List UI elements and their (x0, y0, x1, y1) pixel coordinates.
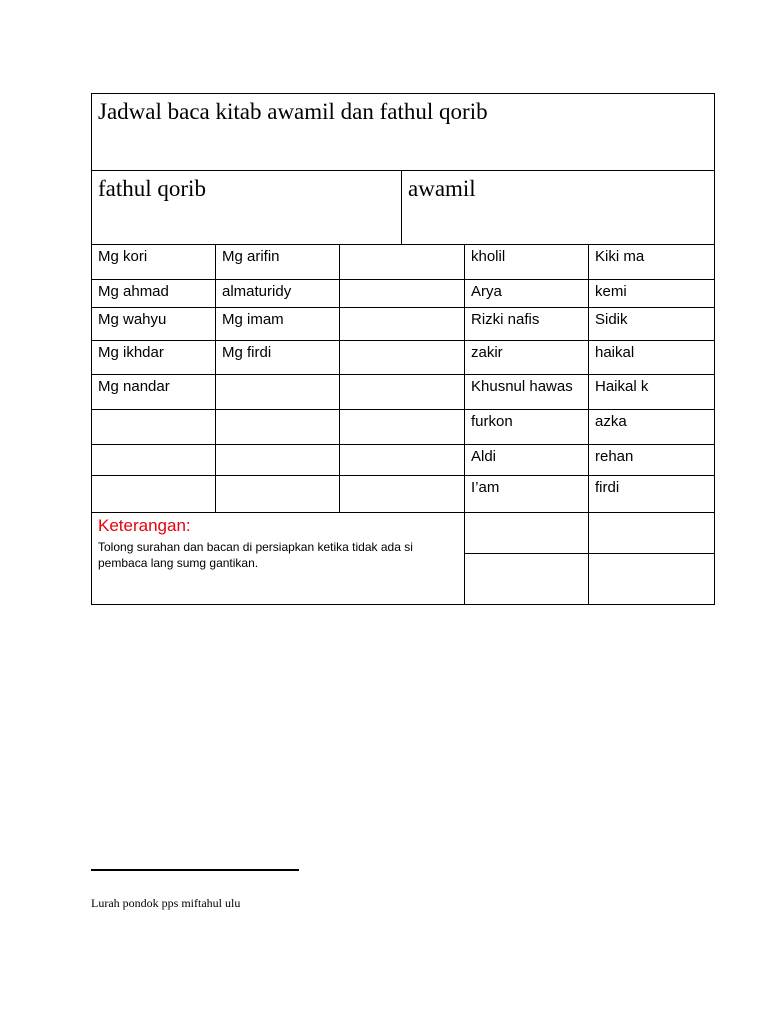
cell-text: kholil (471, 248, 506, 265)
table-cell (465, 554, 589, 604)
note-title: Keterangan: (98, 516, 191, 535)
table-cell (92, 410, 216, 444)
table-cell (92, 375, 216, 409)
table-cell (589, 308, 714, 340)
table-cell (589, 512, 714, 553)
cell-text: almaturidy (222, 283, 292, 300)
table-cell (465, 280, 589, 307)
table-cell (340, 445, 465, 475)
cell-text: Khusnul hawas (471, 378, 573, 395)
cell-text: Aldi (471, 448, 497, 465)
table-cell (340, 245, 465, 279)
cell-text: I’am (471, 479, 500, 496)
section-header-fathul-qorib (92, 171, 402, 244)
table-cell (589, 245, 714, 279)
table-cell (216, 476, 340, 512)
table-cell (589, 280, 714, 307)
cell-text: Haikal k (595, 378, 649, 395)
table-cell (216, 245, 340, 279)
table-cell (216, 308, 340, 340)
table-cell (465, 512, 589, 553)
table-cell (589, 554, 714, 604)
table-cell (340, 476, 465, 512)
table-cell (216, 375, 340, 409)
table-cell (589, 341, 714, 374)
cell-text: Mg arifin (222, 248, 280, 265)
cell-text: Rizki nafis (471, 311, 540, 328)
table-cell (92, 308, 216, 340)
table-row (92, 476, 714, 513)
table-cell (340, 341, 465, 374)
signature-caption: Lurah pondok pps miftahul ulu (91, 896, 241, 910)
table-cell (465, 245, 589, 279)
cell-text: Mg kori (98, 248, 148, 265)
note-body: Tolong surahan dan bacan di persiapkan ketika tidak ada si pembaca lang sumg gantikan. (98, 540, 413, 570)
cell-text: Mg ikhdar (98, 344, 164, 361)
cell-text: rehan (595, 448, 634, 465)
cell-text: Arya (471, 283, 502, 300)
table-cell (216, 410, 340, 444)
cell-text: Kiki ma (595, 248, 645, 265)
cell-text: Mg firdi (222, 344, 272, 361)
note-cell (92, 512, 465, 604)
section-label-left: fathul qorib (98, 176, 206, 201)
table-cell (92, 280, 216, 307)
table-row (92, 308, 714, 341)
section-label-right: awamil (408, 176, 476, 201)
table-title: Jadwal baca kitab awamil dan fathul qorib (98, 99, 488, 124)
table-cell (465, 341, 589, 374)
table-cell (465, 410, 589, 444)
table-cell (465, 445, 589, 475)
table-row (465, 512, 714, 554)
table-cell (589, 445, 714, 475)
table-cell (216, 280, 340, 307)
table-row (92, 445, 714, 476)
table-row (92, 410, 714, 445)
cell-text: haikal (595, 344, 635, 361)
cell-text: kemi (595, 283, 627, 300)
table-row (92, 245, 714, 280)
schedule-table (91, 93, 715, 605)
cell-text: Sidik (595, 311, 628, 328)
table-row (92, 280, 714, 308)
table-cell (216, 341, 340, 374)
cell-text: zakir (471, 344, 503, 361)
table-cell (589, 410, 714, 444)
table-cell (465, 476, 589, 512)
cell-text: Mg imam (222, 311, 284, 328)
table-cell (92, 445, 216, 475)
section-header-awamil (402, 171, 714, 244)
table-cell (340, 410, 465, 444)
table-cell (340, 280, 465, 307)
cell-text: furkon (471, 413, 513, 430)
table-row (92, 341, 714, 375)
table-row (92, 375, 714, 410)
table-cell (589, 375, 714, 409)
signature-line (91, 869, 299, 871)
table-cell (92, 476, 216, 512)
cell-text: firdi (595, 479, 620, 496)
table-cell (216, 445, 340, 475)
table-row (465, 554, 714, 604)
table-title-row (92, 94, 714, 171)
note-row (92, 512, 714, 604)
cell-text: azka (595, 413, 627, 430)
cell-text: Mg ahmad (98, 283, 169, 300)
table-cell (340, 308, 465, 340)
cell-text: Mg wahyu (98, 311, 167, 328)
table-cell (92, 341, 216, 374)
section-header-row (92, 171, 714, 245)
table-cell (589, 476, 714, 512)
table-cell (465, 308, 589, 340)
table-cell (340, 375, 465, 409)
cell-text: Mg nandar (98, 378, 170, 395)
table-cell (92, 245, 216, 279)
table-cell (465, 375, 589, 409)
note-side-cells (465, 512, 714, 604)
